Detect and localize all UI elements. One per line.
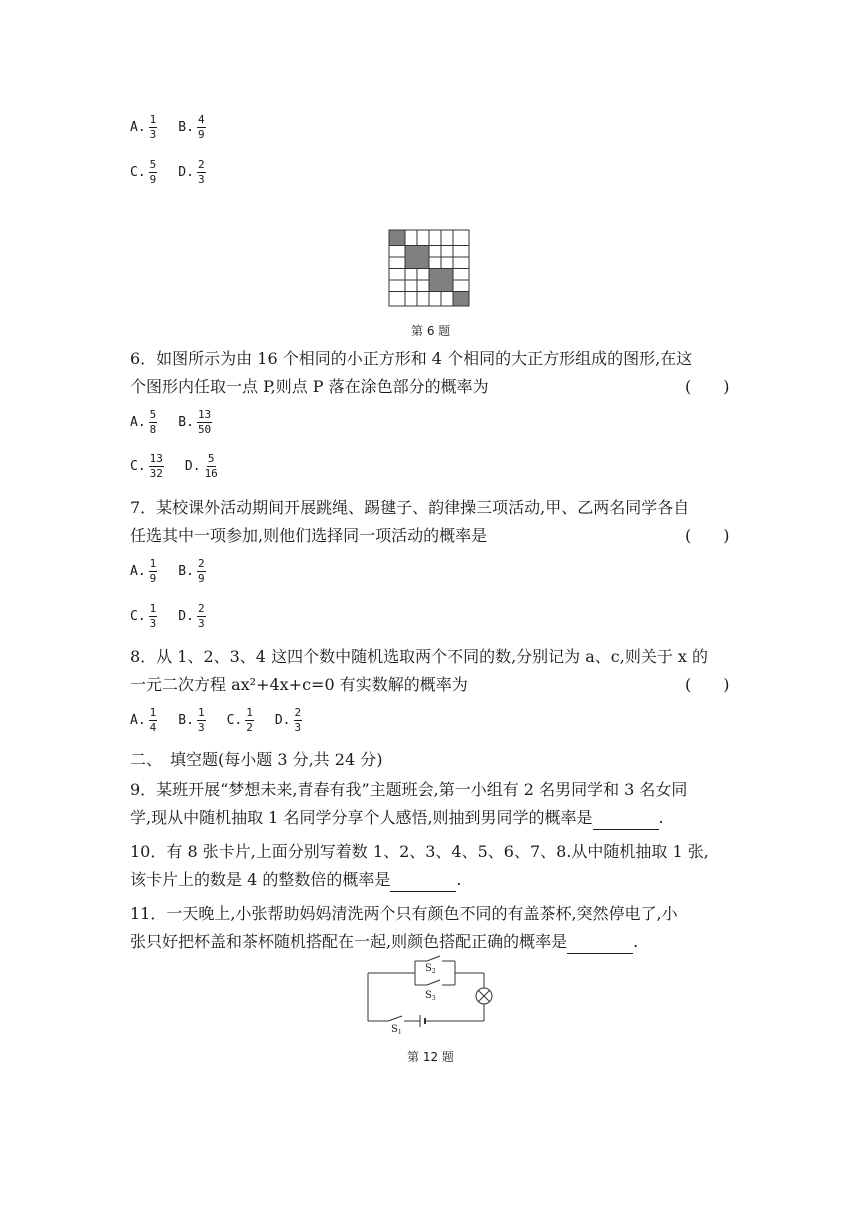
q7-options-row-2 [130, 601, 227, 631]
switch-s3-label: $S_3$ [425, 990, 436, 1002]
fraction: $\frac{13}{50}$ [197, 407, 212, 436]
fraction: $\frac{1}{2}$ [246, 705, 253, 734]
option-c: C. $\frac{5}{9}$ [130, 157, 157, 186]
option-a: A. $\frac{1}{4}$ [130, 705, 157, 734]
switch-s2-label: $S_2$ [425, 963, 436, 975]
figure-6-grid [388, 229, 470, 307]
fraction: $\frac{1}{4}$ [149, 705, 157, 734]
q8-text-line-2: 一元二次方程 ax²+4x+c=0 有实数解的概率为 [130, 675, 468, 694]
fraction: $\frac{13}{32}$ [149, 451, 163, 480]
q5-options-row-2 [130, 157, 227, 187]
answer-parentheses: ( ) [685, 675, 730, 694]
shaded-big-square [429, 269, 453, 292]
answer-blank [567, 935, 633, 954]
q9-text: 学,现从中随机抽取 1 名同学分享个人感悟,则抽到男同学的概率是 [130, 808, 593, 827]
q10-text-line-1: 10．有 8 张卡片,上面分别写着数 1、2、3、4、5、6、7、8.从中随机抽取 1 张, [130, 842, 709, 861]
q6-options-row-1 [130, 407, 233, 437]
option-b: B. $\frac{1}{3}$ [178, 705, 205, 734]
shaded-big-square [405, 246, 429, 269]
option-d: D. $\frac{5}{16}$ [184, 451, 218, 480]
option-b: B. $\frac{13}{50}$ [178, 407, 212, 436]
fraction: $\frac{2}{3}$ [197, 157, 205, 186]
figure-12-caption: 第 12 题 [407, 1050, 454, 1064]
fraction: $\frac{2}{9}$ [197, 556, 205, 585]
fraction: $\frac{1}{3}$ [149, 601, 157, 630]
option-a: A. $\frac{1}{9}$ [130, 556, 157, 585]
q9-text-line-2 [130, 806, 664, 830]
switch-s1-label: $S_1$ [391, 1024, 402, 1036]
fraction: $\frac{4}{9}$ [197, 112, 205, 141]
q6-options-row-2 [130, 451, 240, 481]
option-c: C. $\frac{13}{32}$ [130, 451, 163, 480]
answer-parentheses: ( ) [685, 526, 730, 545]
option-d: D. $\frac{2}{3}$ [178, 601, 205, 630]
q7-text-line-1: 7．某校课外活动期间开展跳绳、踢毽子、韵律操三项活动,甲、乙两名同学各自 [130, 498, 690, 517]
q9-end: . [658, 808, 664, 827]
fraction: $\frac{5}{16}$ [204, 451, 218, 480]
fraction: $\frac{2}{3}$ [294, 705, 302, 734]
q5-options-row-1 [130, 112, 227, 142]
q7-options-row-1 [130, 556, 227, 586]
fraction: $\frac{5}{8}$ [149, 407, 157, 436]
q11-end: . [633, 932, 639, 951]
q10-text: 该卡片上的数是 4 的整数倍的概率是 [130, 870, 391, 889]
q6-text-line-2: 个图形内任取一点 P,则点 P 落在涂色部分的概率为 [130, 377, 489, 396]
q8-options-row [130, 705, 323, 735]
answer-blank [593, 811, 659, 830]
figure-6-caption: 第 6 题 [411, 324, 451, 338]
option-c: C. $\frac{1}{2}$ [226, 705, 253, 734]
q10-text-line-2 [130, 868, 461, 892]
option-d: D. $\frac{2}{3}$ [274, 705, 302, 734]
fraction: $\frac{2}{3}$ [197, 601, 205, 630]
q11-text-line-2 [130, 930, 638, 954]
answer-blank [390, 873, 456, 892]
answer-parentheses: ( ) [685, 377, 730, 396]
fraction: $\frac{1}{3}$ [197, 705, 205, 734]
option-a: A. $\frac{5}{8}$ [130, 407, 157, 436]
shaded-cell [453, 292, 469, 307]
option-b: B. $\frac{2}{9}$ [178, 556, 205, 585]
q8-text-line-1: 8．从 1、2、3、4 这四个数中随机选取两个不同的数,分别记为 a、c,则关于 x 的 [130, 647, 709, 666]
figure-12-circuit [360, 953, 500, 1038]
option-b: B. $\frac{4}{9}$ [178, 112, 205, 141]
q7-text-line-2: 任选其中一项参加,则他们选择同一项活动的概率是 [130, 526, 488, 545]
fraction: $\frac{1}{9}$ [149, 556, 157, 585]
fraction: $\frac{1}{3}$ [149, 112, 157, 141]
q9-text-line-1: 9．某班开展“梦想未来,青春有我”主题班会,第一小组有 2 名男同学和 3 名女同 [130, 780, 688, 799]
option-c: C. $\frac{1}{3}$ [130, 601, 157, 630]
option-a: A. $\frac{1}{3}$ [130, 112, 157, 141]
fraction: $\frac{5}{9}$ [149, 157, 157, 186]
section-2-heading: 二、 填空题(每小题 3 分,共 24 分) [130, 750, 383, 769]
q11-text-line-1: 11．一天晚上,小张帮助妈妈清洗两个只有颜色不同的有盖茶杯,突然停电了,小 [130, 904, 678, 923]
q6-text-line-1: 6．如图所示为由 16 个相同的小正方形和 4 个相同的大正方形组成的图形,在这 [130, 349, 693, 368]
option-d: D. $\frac{2}{3}$ [178, 157, 205, 186]
q10-end: . [456, 870, 462, 889]
shaded-cell [389, 230, 405, 246]
q11-text: 张只好把杯盖和茶杯随机搭配在一起,则颜色搭配正确的概率是 [130, 932, 568, 951]
